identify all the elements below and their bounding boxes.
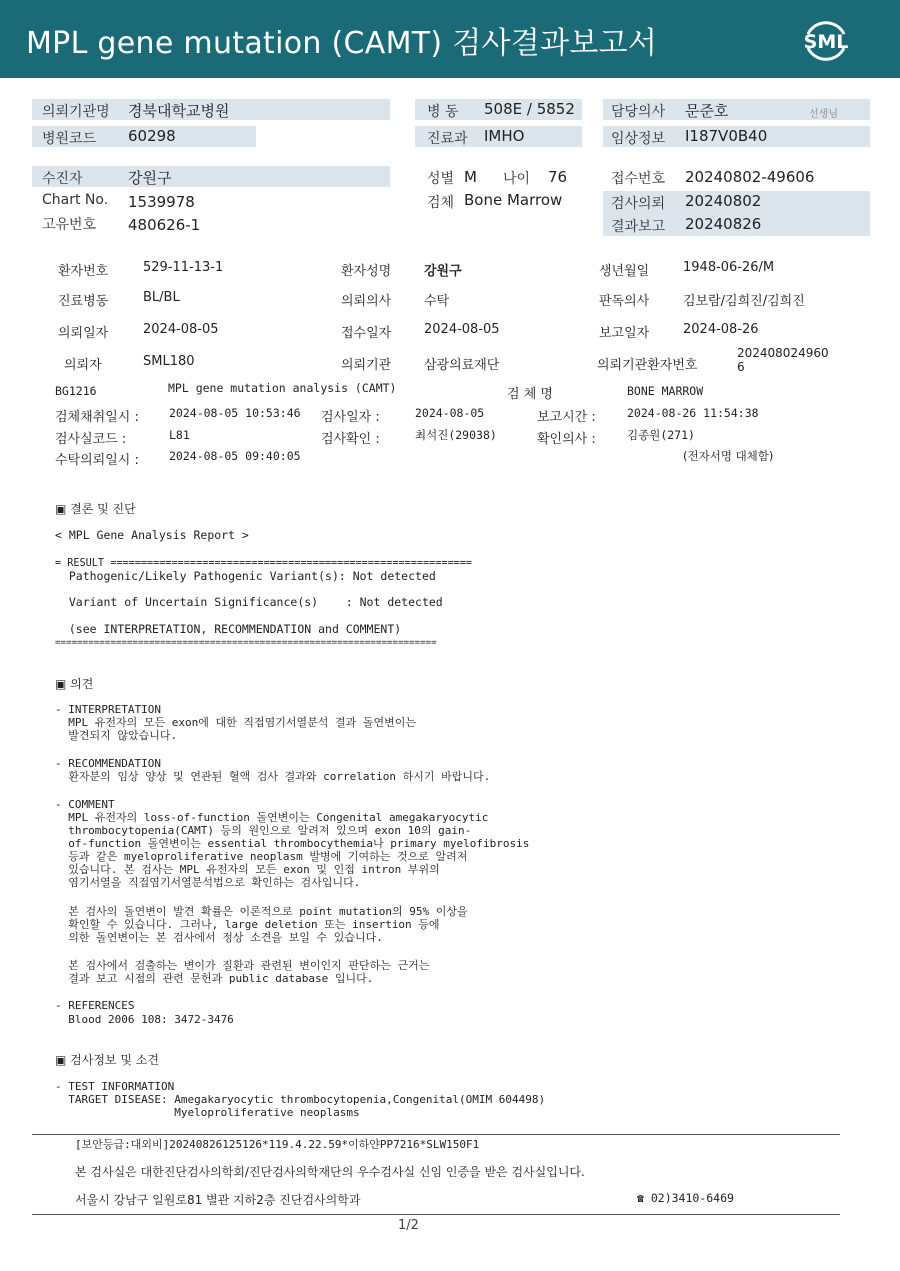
age-label: 나이 <box>503 171 531 187</box>
recvdate-value: 2024-08-05 <box>424 322 500 337</box>
cert-line: 본 검사실은 대한진단검사의학회/진단검사의학재단의 우수검사실 신임 인증을 받은 검사실입니다. <box>75 1165 585 1179</box>
specimen-value: Bone Marrow <box>464 191 563 209</box>
page-number: 1/2 <box>398 1218 419 1233</box>
recvdate-label: 접수일자 <box>341 326 392 341</box>
testdate-label: 검사일자 : <box>321 410 380 425</box>
patient-box <box>32 166 390 187</box>
name-label: 환자성명 <box>341 264 392 279</box>
dob-label: 생년월일 <box>599 264 650 279</box>
labcode-label: 검사실코드 : <box>55 432 127 447</box>
interp-body: MPL 유전자의 모든 exon에 대한 직접염기서열분석 결과 돌연변이는 발견되지 않았습니다. <box>68 716 416 742</box>
pid-label: 환자번호 <box>58 264 109 279</box>
unique-value: 480626-1 <box>128 216 201 234</box>
name-value: 강원구 <box>424 264 462 279</box>
report-label: 결과보고 <box>611 219 666 235</box>
report-title: MPL gene mutation (CAMT) 검사결과보고서 <box>26 26 658 61</box>
collect-value: 2024-08-05 10:53:46 <box>169 406 301 420</box>
ref-heading: - REFERENCES <box>55 999 135 1012</box>
pid-value: 529-11-13-1 <box>143 260 224 275</box>
confirmdoc-label: 확인의사 : <box>537 432 596 447</box>
comment-body-3: 본 검사에서 검출하는 변이가 질환과 관련된 변이인지 판단하는 근거는 결과 보고 시점의 관련 문헌과 public database 입니다. <box>68 959 430 985</box>
logo-text: SML <box>803 31 849 53</box>
chart-label: Chart No. <box>42 192 109 208</box>
hospital-code-label: 병원코드 <box>42 131 97 147</box>
institution-label: 의뢰기관명 <box>42 104 110 120</box>
test-code: BG1216 <box>55 384 97 398</box>
esign-note: (전자서명 대체함) <box>683 449 774 463</box>
comment-body-2: 본 검사의 돌연변이 발견 확률은 이론적으로 point mutation의 95% 이상을 확인할 수 있습니다. 그러나, large deletion 또는 insertion 등에 의한 돌연변이는 본 검사에서 정상 소견을 보일 수 있습니다. <box>68 905 468 944</box>
age-value: 76 <box>548 168 568 186</box>
specimen-label: 검체 <box>427 195 455 211</box>
result-vus: Variant of Uncertain Significance(s) : Not detected <box>55 595 443 609</box>
request-value: 20240802 <box>685 192 762 210</box>
confirm-value: 최석진(29038) <box>415 428 497 442</box>
instpid-label: 의뢰기관환자번호 <box>597 358 698 373</box>
opinion-title: ▣ 의견 <box>55 677 94 691</box>
ward-label: 병 동 <box>427 104 459 120</box>
repdate-label: 보고일자 <box>599 326 650 341</box>
reqdate-value: 2024-08-05 <box>143 322 219 337</box>
reader-label: 판독의사 <box>599 294 650 309</box>
testdate-value: 2024-08-05 <box>415 406 485 420</box>
patient-label: 수진자 <box>42 171 83 187</box>
reqdoc-label: 의뢰의사 <box>341 294 392 309</box>
ti-heading: - TEST INFORMATION <box>55 1080 175 1093</box>
dept-label: 진료과 <box>427 131 468 147</box>
clinical-label: 임상정보 <box>611 131 666 147</box>
hospital-code-value: 60298 <box>128 127 176 145</box>
report-value: 20240826 <box>685 215 762 233</box>
repdate-value: 2024-08-26 <box>683 322 759 337</box>
receipt-value: 20240802-49606 <box>685 168 815 186</box>
clinical-value: I187V0B40 <box>685 127 768 145</box>
doctor-value: 문준호 <box>685 102 729 120</box>
comment-body: MPL 유전자의 loss-of-function 돌연변이는 Congenital amegakaryocytic thrombocytopenia(CAMT) 등의 원인으로 알려져 있으며 exon 10의 gain- of-function 돌연변이는 essential thrombocythemia나 primary myelofibrosis 등과 같은 myeloproliferative neoplasm 발병에 기여하는 것으로 알려져 있습니다. 본 검사는 MPL 유전자의 모든 exon 및 인접 intron 부위의 염기서열을 직접염기서열분석법으로 확인하는 검사입니다. <box>68 811 530 889</box>
ward2-label: 진료병동 <box>58 294 109 309</box>
ref-body: Blood 2006 108: 3472-3476 <box>55 1013 234 1026</box>
security-line: [보안등급:대외비]20240826125126*119.4.22.59*이하얀PP7216*SLW150F1 <box>75 1138 480 1151</box>
doctor-suffix: 선생님 <box>809 109 838 120</box>
testinfo-title: ▣ 검사정보 및 소견 <box>55 1053 159 1067</box>
chart-value: 1539978 <box>128 193 195 211</box>
reqinst-value: 삼광의료재단 <box>424 358 500 373</box>
specimen-name-label: 검 체 명 <box>507 387 553 402</box>
dob-value: 1948-06-26/M <box>683 260 775 275</box>
result-pathogenic: Pathogenic/Likely Pathogenic Variant(s): Not detected <box>55 569 436 583</box>
collect-label: 검체채취일시 : <box>55 410 139 425</box>
reqinst-label: 의뢰기관 <box>341 358 392 373</box>
address-line: 서울시 강남구 일원로81 별관 지하2층 진단검사의학과 <box>75 1193 361 1207</box>
recom-body: 환자분의 임상 양상 및 연관된 혈액 검사 결과와 correlation 하시기 바랍니다. <box>55 770 491 783</box>
ward-value: 508E / 5852 <box>484 100 575 118</box>
sex-label: 성별 <box>427 171 455 187</box>
interp-heading: - INTERPRETATION <box>55 703 161 716</box>
result-end-line: ===================================================================== <box>55 637 437 648</box>
ti-body: TARGET DISEASE: Amegakaryocytic thrombocytopenia,Congenital(OMIM 604498) Myeloproliferative neoplasms <box>68 1093 546 1119</box>
test-name: MPL gene mutation analysis (CAMT) <box>168 381 397 395</box>
confirm-label: 검사확인 : <box>321 432 380 447</box>
labcode-value: L81 <box>169 428 190 442</box>
reptime-label: 보고시간 : <box>537 410 596 425</box>
doctor-label: 담당의사 <box>611 104 666 120</box>
recom-heading: - RECOMMENDATION <box>55 757 161 770</box>
consign-value: 2024-08-05 09:40:05 <box>169 449 301 463</box>
receipt-label: 접수번호 <box>611 171 666 187</box>
report-header <box>0 0 900 78</box>
report-subtitle: < MPL Gene Analysis Report > <box>55 528 249 542</box>
unique-label: 고유번호 <box>42 217 97 233</box>
phone-line: ☎ 02)3410-6469 <box>637 1191 734 1205</box>
footer-top-divider <box>32 1134 840 1135</box>
ward2-value: BL/BL <box>143 290 180 305</box>
reptime-value: 2024-08-26 11:54:38 <box>627 406 759 420</box>
consign-label: 수탁의뢰일시 : <box>55 453 139 468</box>
result-see: (see INTERPRETATION, RECOMMENDATION and COMMENT) <box>55 622 402 636</box>
reader-value: 김보람/김희진/김희진 <box>683 294 805 309</box>
instpid-value-1: 202408024960 <box>737 346 829 360</box>
specimen-name-value: BONE MARROW <box>627 384 704 398</box>
sml-logo <box>800 14 852 66</box>
requester-value: SML180 <box>143 354 195 369</box>
result-line: = RESULT =========================================================== <box>55 558 473 569</box>
patient-value: 강원구 <box>128 169 172 187</box>
sex-value: M <box>464 168 477 186</box>
requester-label: 의뢰자 <box>64 358 102 373</box>
request-label: 검사의뢰 <box>611 196 666 212</box>
reqdate-label: 의뢰일자 <box>58 326 109 341</box>
dept-value: IMHO <box>484 127 525 145</box>
instpid-value-2: 6 <box>737 360 745 374</box>
confirmdoc-value: 김종원(271) <box>627 428 695 442</box>
conclusion-title: ▣ 결론 및 진단 <box>55 502 136 516</box>
institution-value: 경북대학교병원 <box>128 102 230 120</box>
footer-bottom-divider <box>32 1214 840 1215</box>
reqdoc-value: 수탁 <box>424 294 450 309</box>
comment-heading: - COMMENT <box>55 798 115 811</box>
